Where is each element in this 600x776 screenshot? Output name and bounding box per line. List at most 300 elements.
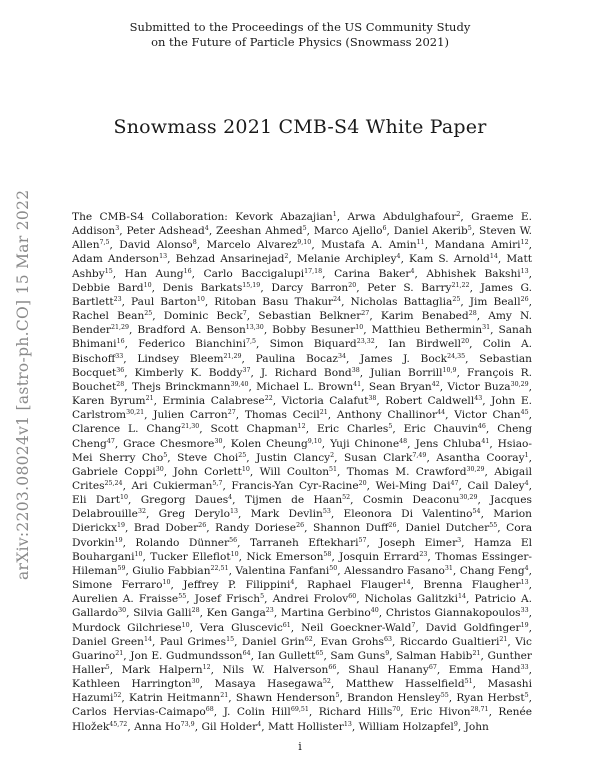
author-entry: Jacques Delabrouille$^{32}$, [72,494,532,521]
author-entry: J. Richard Bond$^{38}$, [260,366,364,379]
author-name: Daniel Green [72,635,144,648]
author-entry: Sam Guns$^9$, [330,649,393,662]
affiliation-superscript: 21,22 [451,281,470,289]
author-entry: Mark Halpern$^{12}$, [121,664,215,676]
author-name: Arwa Abdulghafour [347,211,457,223]
affiliation-superscript: 21 [472,649,481,657]
author-entry: Abigail Crites$^{25,24}$, [72,465,532,492]
author-entry: John E. Carlstrom$^{30,21}$, [72,395,532,422]
author-name: Michael L. Brown [256,380,354,393]
author-entry: Mandana Amiri$^{12}$, [434,239,532,252]
author-name: James J. Bock [360,352,448,365]
author-entry: Rachel Bean$^{25}$, [72,310,156,323]
author-entry: Steve Choi$^{25}$, [177,451,250,464]
affiliation-superscript: 48 [399,437,408,445]
author-name: Matthew Hasselfield [345,678,465,691]
author-entry: James G. Bartlett$^{23}$, [72,281,533,308]
author-name: Hsiao-Mei Sherry Cho [72,437,533,464]
author-entry: Tarraneh Eftekhari$^{57}$, [249,536,370,549]
author-entry: Nicholas Galitzki$^{14}$, [364,593,470,606]
affiliation-superscript: 33 [520,664,529,671]
affiliation-superscript: 4 [396,253,401,261]
author-name: Tijmen de Haan [244,494,343,507]
author-name: Marco Ajello [313,225,383,238]
affiliation-superscript: 12 [297,423,306,431]
affiliation-superscript: 10 [196,295,205,303]
author-name: Abigail Crites [72,465,532,492]
affiliation-superscript: 13 [159,253,168,261]
author-entry: John Corlett$^{10}$, [173,465,254,478]
affiliation-superscript: 13 [520,579,529,587]
author-entry: Emma Hand$^{33}$, [448,664,532,676]
author-name: Kolen Cheung [230,437,308,450]
author-entry: Andrei Frolov$^{60}$, [272,593,360,606]
affiliation-superscript: 50 [329,564,338,572]
affiliation-superscript: 38 [351,366,360,374]
author-name: Colin A. Bischoff [72,338,533,365]
affiliation-superscript: 5,7 [212,479,223,487]
author-entry: Shaul Hanany$^{67}$, [348,664,441,676]
paper-title: Snowmass 2021 CMB-S4 White Paper [113,116,487,138]
author-name: Sam Guns [330,649,386,662]
author-entry: Thomas Cecil$^{21}$, [244,409,332,422]
author-entry: Ritoban Basu Thakur$^{24}$, [214,295,345,308]
affiliation-superscript: 19 [116,522,125,530]
author-entry: Hamza El Bouhargani$^{10}$, [72,536,532,563]
author-entry: Debbie Bard$^{10}$, [72,281,155,294]
author-name: Tarraneh Eftekhari [249,536,359,549]
affiliation-superscript: 40 [370,607,379,615]
author-name: Masaya Hasegawa [214,678,323,691]
author-name: Asantha Cooray [436,451,525,464]
author-name: Federico Bianchini [138,338,246,351]
author-entry: Josquin Errard$^{23}$, [339,550,431,563]
author-name: Hamza El Bouhargani [72,536,532,563]
author-entry: Aurelien A. Fraisse$^{55}$, [72,593,190,606]
author-entry: Zeeshan Ahmed$^5$, [215,225,311,238]
author-name: Martina Gerbino [280,607,371,620]
affiliation-superscript: 27 [227,409,236,417]
affiliation-superscript: 22,51 [210,564,229,572]
author-entry: Thejs Brinckmann$^{39,40}$, [131,380,252,393]
author-entry: Julien Carron$^{27}$, [153,409,240,422]
affiliation-superscript: 31 [444,564,453,572]
author-name: Valentina Fanfani [235,564,330,577]
author-entry: Wei-Ming Dai$^{47}$, [375,479,462,492]
author-name: Ryan Herbst [456,692,525,705]
author-entry: David Goldfinger$^{19}$, [425,621,532,634]
affiliation-superscript: 51 [464,678,473,686]
affiliation-superscript: 39,40 [230,380,249,388]
affiliation-superscript: 3 [115,225,120,233]
affiliation-superscript: 21,29 [223,352,242,360]
affiliation-superscript: 32 [137,508,146,516]
author-name: Nicholas Battaglia [350,295,453,308]
affiliation-superscript: 5 [524,692,529,700]
affiliation-superscript: 70 [392,706,401,714]
author-entry: Melanie Archipley$^4$, [296,253,404,266]
author-name: Shaul Hanany [348,664,429,676]
author-name: Bobby Besuner [272,324,356,337]
affiliation-superscript: 52 [113,692,122,700]
affiliation-superscript: 46 [477,423,486,431]
affiliation-superscript: 26 [198,522,207,530]
affiliation-superscript: 14 [144,635,153,643]
author-entry: Dominic Beck$^7$, [163,310,251,323]
author-name: Grace Chesmore [123,437,215,450]
affiliation-superscript: 5 [388,423,393,431]
author-entry: Chang Feng$^4$, [459,564,532,577]
author-entry: Sebastian Belkner$^{27}$, [258,310,373,323]
author-entry: Jens Chluba$^{41}$, [415,437,493,450]
author-name: Matt Ashby [72,253,532,280]
author-name: Renée Hložek [72,706,533,733]
author-entry: Eric Charles$^5$, [316,423,396,436]
author-entry: Jim Beall$^{26}$, [469,295,532,308]
author-name: Shannon Duff [312,522,389,535]
affiliation-superscript: 14 [489,253,498,261]
author-entries [72,211,532,733]
author-name: Kam S. Arnold [409,253,490,266]
author-name: Matt Hollister [267,720,344,733]
author-entry: Matthieu Bethermin$^{31}$, [371,324,494,337]
affiliation-superscript: 4 [257,720,262,728]
author-entry: Abhishek Bakshi$^{13}$, [426,267,533,280]
author-entry: Peter Adshead$^4$, [126,225,213,238]
author-entry: Eleonora Di Valentino$^{54}$, [343,508,484,521]
author-name: Nick Emerson [246,550,324,563]
affiliation-superscript: 23 [265,607,274,615]
affiliation-superscript: 21,30 [181,423,200,431]
affiliation-superscript: 5 [260,593,265,601]
affiliation-superscript: 60 [348,593,357,601]
affiliation-superscript: 28 [468,310,477,318]
author-entry: Katrin Heitmann$^{21}$, [129,692,232,705]
author-name: Erminia Calabrese [162,395,265,408]
author-entry: Yuji Chinone$^{48}$, [330,437,411,450]
author-entry: Christos Giannakopoulos$^{33}$, [385,607,532,620]
author-name: Eleonora Di Valentino [343,508,473,521]
affiliation-superscript: 5 [163,451,168,459]
author-entry: Vera Gluscevic$^{61}$, [199,621,295,634]
author-entry: Kimberly K. Boddy$^{37}$, [134,366,254,379]
submission-header [0,20,600,50]
author-name: Ian Gullett [257,649,316,662]
author-entry: Mark Devlin$^{53}$, [250,508,335,521]
author-name: Patricio A. Gallardo [72,593,533,620]
author-name: Randy Doriese [215,522,297,535]
affiliation-superscript: 15,19 [242,281,261,289]
author-entry: Silvia Galli$^{28}$, [133,607,203,620]
author-name: Eric Charles [316,423,389,436]
affiliation-superscript: 21 [115,649,124,657]
author-name: Anthony Challinor [336,409,438,422]
author-name: Zeeshan Ahmed [215,225,303,238]
affiliation-superscript: 1 [524,451,529,459]
affiliation-superscript: 73,9 [180,720,195,728]
affiliation-superscript: 21 [220,692,229,700]
author-entry: Joseph Eimer$^3$, [379,536,465,549]
author-entry: Neil Goeckner-Wald$^7$, [301,621,419,634]
affiliation-superscript: 25,24 [104,479,123,487]
affiliation-superscript: 55 [440,692,449,700]
affiliation-superscript: 5 [467,225,472,233]
affiliation-superscript: 14 [402,579,411,587]
author-name: J. Colin Hill [223,706,291,719]
affiliation-superscript: 19 [520,621,529,629]
affiliation-superscript: 28 [116,380,125,388]
affiliation-superscript: 62 [304,635,313,643]
affiliation-superscript: 23,32 [356,338,375,346]
author-name: Daniel Akerib [393,225,468,238]
author-entry: Ryan Herbst$^5$, [456,692,532,705]
author-name: Thejs Brinckmann [131,380,231,393]
affiliation-superscript: 45 [520,409,529,417]
author-entry: Cheng Cheng$^{47}$, [72,423,532,450]
author-name: Francis-Yan Cyr-Racine [231,479,359,492]
author-name: Josef Frisch [194,593,261,606]
author-name: Greg Derylo [158,508,230,521]
affiliation-superscript: 33 [520,607,529,615]
affiliation-superscript: 31 [482,324,491,332]
header-line-2: on the Future of Particle Physics (Snowmass 2021) [151,35,449,49]
author-name: Emma Hand [448,664,521,676]
author-list [72,210,532,734]
affiliation-superscript: 13 [520,267,529,275]
author-name: James G. Bartlett [72,281,533,308]
affiliation-superscript: 9,10 [307,437,322,445]
affiliation-superscript: 30,29 [510,380,529,388]
author-entry: Sean Bryan$^{42}$, [368,380,444,393]
author-name: Karen Byrum [72,395,146,408]
affiliation-superscript: 4 [204,225,209,233]
affiliation-superscript: 52 [322,678,331,686]
author-name: Shawn Henderson [235,692,336,705]
author-entry: Murdock Gilchriese$^{10}$, [72,621,193,634]
affiliation-superscript: 13,30 [245,324,264,332]
author-name: Victoria Calafut [281,395,369,408]
author-name: Vic Guarino [72,635,532,662]
affiliation-superscript: 15 [226,635,235,643]
affiliation-superscript: 10 [230,550,239,558]
author-name: Carina Baker [334,267,411,280]
author-name: François R. Bouchet [72,366,532,393]
author-entry: Will Coulton$^{51}$, [259,465,341,478]
author-entry: Hsiao-Mei Sherry Cho$^5$, [72,437,533,464]
author-entry: Marco Ajello$^6$, [313,225,390,238]
affiliation-superscript: 3 [457,536,462,544]
affiliation-superscript: 30 [155,465,164,473]
author-name: Katrin Heitmann [129,692,221,705]
author-name: Peter Adshead [126,225,205,238]
author-name: Eric Chauvin [403,423,478,436]
author-entry: William Holzapfel$^9$, [358,720,462,733]
author-name: Sebastian Bocquet [72,352,533,379]
author-name: Darcy Barron [271,281,349,294]
affiliation-superscript: 21 [145,395,154,403]
author-entry: Cora Dvorkin$^{19}$, [72,522,533,549]
affiliation-superscript: 45,72 [109,720,128,728]
affiliation-superscript: 56 [229,536,238,544]
affiliation-superscript: 7,49 [412,451,427,459]
affiliation-superscript: 21 [499,635,508,643]
author-name: Ari Cukierman [131,479,213,492]
author-name: Justin Clancy [256,451,331,464]
author-entry: François R. Bouchet$^{28}$, [72,366,532,393]
author-entry: Paul Barton$^{10}$, [131,295,209,308]
author-entry: Gunther Haller$^5$, [72,649,532,676]
author-entry: Brenna Flaugher$^{13}$, [423,579,533,592]
affiliation-superscript: 47 [450,479,459,487]
author-name: Simon Biquard [269,338,357,351]
affiliation-superscript: 26 [388,522,397,530]
affiliation-superscript: 26 [296,522,305,530]
author-entry: Salman Habib$^{21}$, [396,649,484,662]
author-entry: Valentina Fanfani$^{50}$, [235,564,341,577]
affiliation-superscript: 24 [333,295,342,303]
affiliation-superscript: 68 [205,706,214,714]
author-name: John E. Carlstrom [72,395,532,422]
author-entry: James J. Bock$^{24,35}$, [360,352,469,365]
affiliation-superscript: 2 [456,211,461,218]
affiliation-superscript: 47 [106,437,115,445]
author-name: Jacques Delabrouille [72,494,532,521]
author-name: Giulio Fabbian [132,564,211,577]
author-name: Victor Chan [454,409,521,422]
affiliation-superscript: 42 [431,380,440,388]
author-name: Thomas M. Crawford [346,465,467,478]
author-entry: Carlo Baccigalupi$^{17,18}$, [203,267,326,280]
author-name: Carlos Hervias-Caimapo [72,706,206,719]
author-name: Peter S. Barry [367,281,452,294]
author-name: J. Richard Bond [260,366,352,379]
author-entry: Eric Chauvin$^{46}$, [403,423,490,436]
author-entry: Matt Ashby$^{15}$, [72,253,532,280]
author-name: Nils W. Halverson [222,664,329,676]
affiliation-superscript: 28,71 [470,706,489,714]
author-entry: Michael L. Brown$^{41}$, [256,380,365,393]
affiliation-superscript: 6 [382,225,387,233]
author-name: Adam Anderson [72,253,160,266]
affiliation-superscript: 37 [242,366,251,374]
affiliation-superscript: 23 [113,295,122,303]
author-entry: Tucker Elleflot$^{10}$, [150,550,242,563]
author-entry: Daniel Green$^{14}$, [72,635,156,648]
author-entry: David Alonso$^8$, [119,239,201,252]
author-name: Julien Carron [153,409,228,422]
author-entry: Daniel Grin$^{62}$, [241,635,317,648]
affiliation-superscript: 20 [358,479,367,487]
author-entry: Susan Clark$^{7,49}$, [343,451,430,464]
author-name: Jim Beall [469,295,521,308]
affiliation-superscript: 54 [472,508,481,516]
author-name: Christos Giannakopoulos [385,607,521,620]
author-name: Behzad Ansarinejad [175,253,285,266]
affiliation-superscript: 63 [384,635,393,643]
affiliation-superscript: 4 [524,479,529,487]
affiliation-superscript: 52 [342,494,351,502]
author-entry: Eli Dart$^{10}$, [72,494,132,507]
affiliation-superscript: 30 [214,437,223,445]
author-entry: Karim Benabed$^{28}$, [380,310,481,323]
author-name: David Alonso [119,239,193,252]
author-entry: Karen Byrum$^{21}$, [72,395,157,408]
author-name: Mustafa A. Amin [321,239,417,252]
affiliation-superscript: 10 [241,465,250,473]
affiliation-superscript: 69,51 [290,706,309,714]
author-entry: Carina Baker$^4$, [334,267,418,280]
affiliation-superscript: 20 [348,281,357,289]
author-name: Thomas Cecil [244,409,320,422]
author-entry: Victor Chan$^{45}$, [454,409,532,422]
affiliation-superscript: 7,5 [99,239,110,247]
author-entry: Raphael Flauger$^{14}$, [307,579,414,592]
arxiv-stamp[interactable]: arXiv:2203.08024v1 [astro-ph.CO] 15 Mar 2022 [14,189,32,580]
author-entry: Brandon Hensley$^{55}$, [347,692,453,705]
author-entry: Tijmen de Haan$^{52}$, [244,494,354,507]
affiliation-superscript: 7,5 [245,338,256,346]
author-name: Rolando Dünner [135,536,230,549]
author-entry: Cosmin Deaconu$^{30,29}$, [362,494,481,507]
author-entry: Anna Ho$^{73,9}$, [134,720,199,733]
author-entry: Daniel Akerib$^5$, [393,225,476,238]
author-entry: Ken Ganga$^{23}$, [206,607,278,620]
author-entry: Nick Emerson$^{58}$, [246,550,335,563]
author-entry: Ian Gullett$^{65}$, [257,649,327,662]
author-entry: Julian Borrill$^{10,9}$, [370,366,460,379]
author-name: Cora Dvorkin [72,522,533,549]
author-name: Sanah Bhimani [72,324,532,351]
affiliation-superscript: 4 [410,267,415,275]
author-entry: Gil Holder$^4$, [201,720,265,733]
author-name: Yuji Chinone [330,437,400,450]
author-entry: Scott Chapman$^{12}$, [210,423,310,436]
affiliation-superscript: 14 [457,593,466,601]
author-name: Thomas Essinger-Hileman [72,550,532,577]
affiliation-superscript: 41 [353,380,362,388]
affiliation-superscript: 2 [284,253,289,261]
author-entry: Patricio A. Gallardo$^{30}$, [72,593,533,620]
author-entry: Asantha Cooray$^1$, [436,451,532,464]
author-name: Ken Ganga [206,607,266,620]
affiliation-superscript: 30 [118,607,127,615]
affiliation-superscript: 10 [355,324,364,332]
author-name: Abhishek Bakshi [426,267,521,280]
author-name: Jeffrey P. Filippini [183,579,291,592]
author-name: Mark Devlin [250,508,323,521]
author-name: Melanie Archipley [296,253,397,266]
author-name: Kimberly K. Boddy [134,366,243,379]
author-entry: Daniel Dutcher$^{55}$, [405,522,501,535]
author-name: Julian Borrill [370,366,443,379]
affiliation-superscript: 8 [192,239,197,247]
author-name: Riccardo Gualtieri [399,635,500,648]
affiliation-superscript: 22 [264,395,273,403]
author-entry: Thomas M. Crawford$^{30,29}$, [346,465,488,478]
author-entry: Ari Cukierman$^{5,7}$, [131,479,226,492]
author-name: Gabriele Coppi [72,465,156,478]
author-name: Masashi Hazumi [72,678,533,705]
author-entry: Kathleen Harrington$^{30}$, [72,678,204,691]
author-name: Clarence L. Chang [72,423,182,436]
affiliation-superscript: 1 [332,211,337,218]
affiliation-superscript: 13 [230,508,239,516]
affiliation-superscript: 20 [461,338,470,346]
affiliation-superscript: 36 [116,366,125,374]
affiliation-superscript: 28 [191,607,200,615]
author-name: Wei-Ming Dai [375,479,451,492]
author-name: Robert Caldwell [385,395,475,408]
